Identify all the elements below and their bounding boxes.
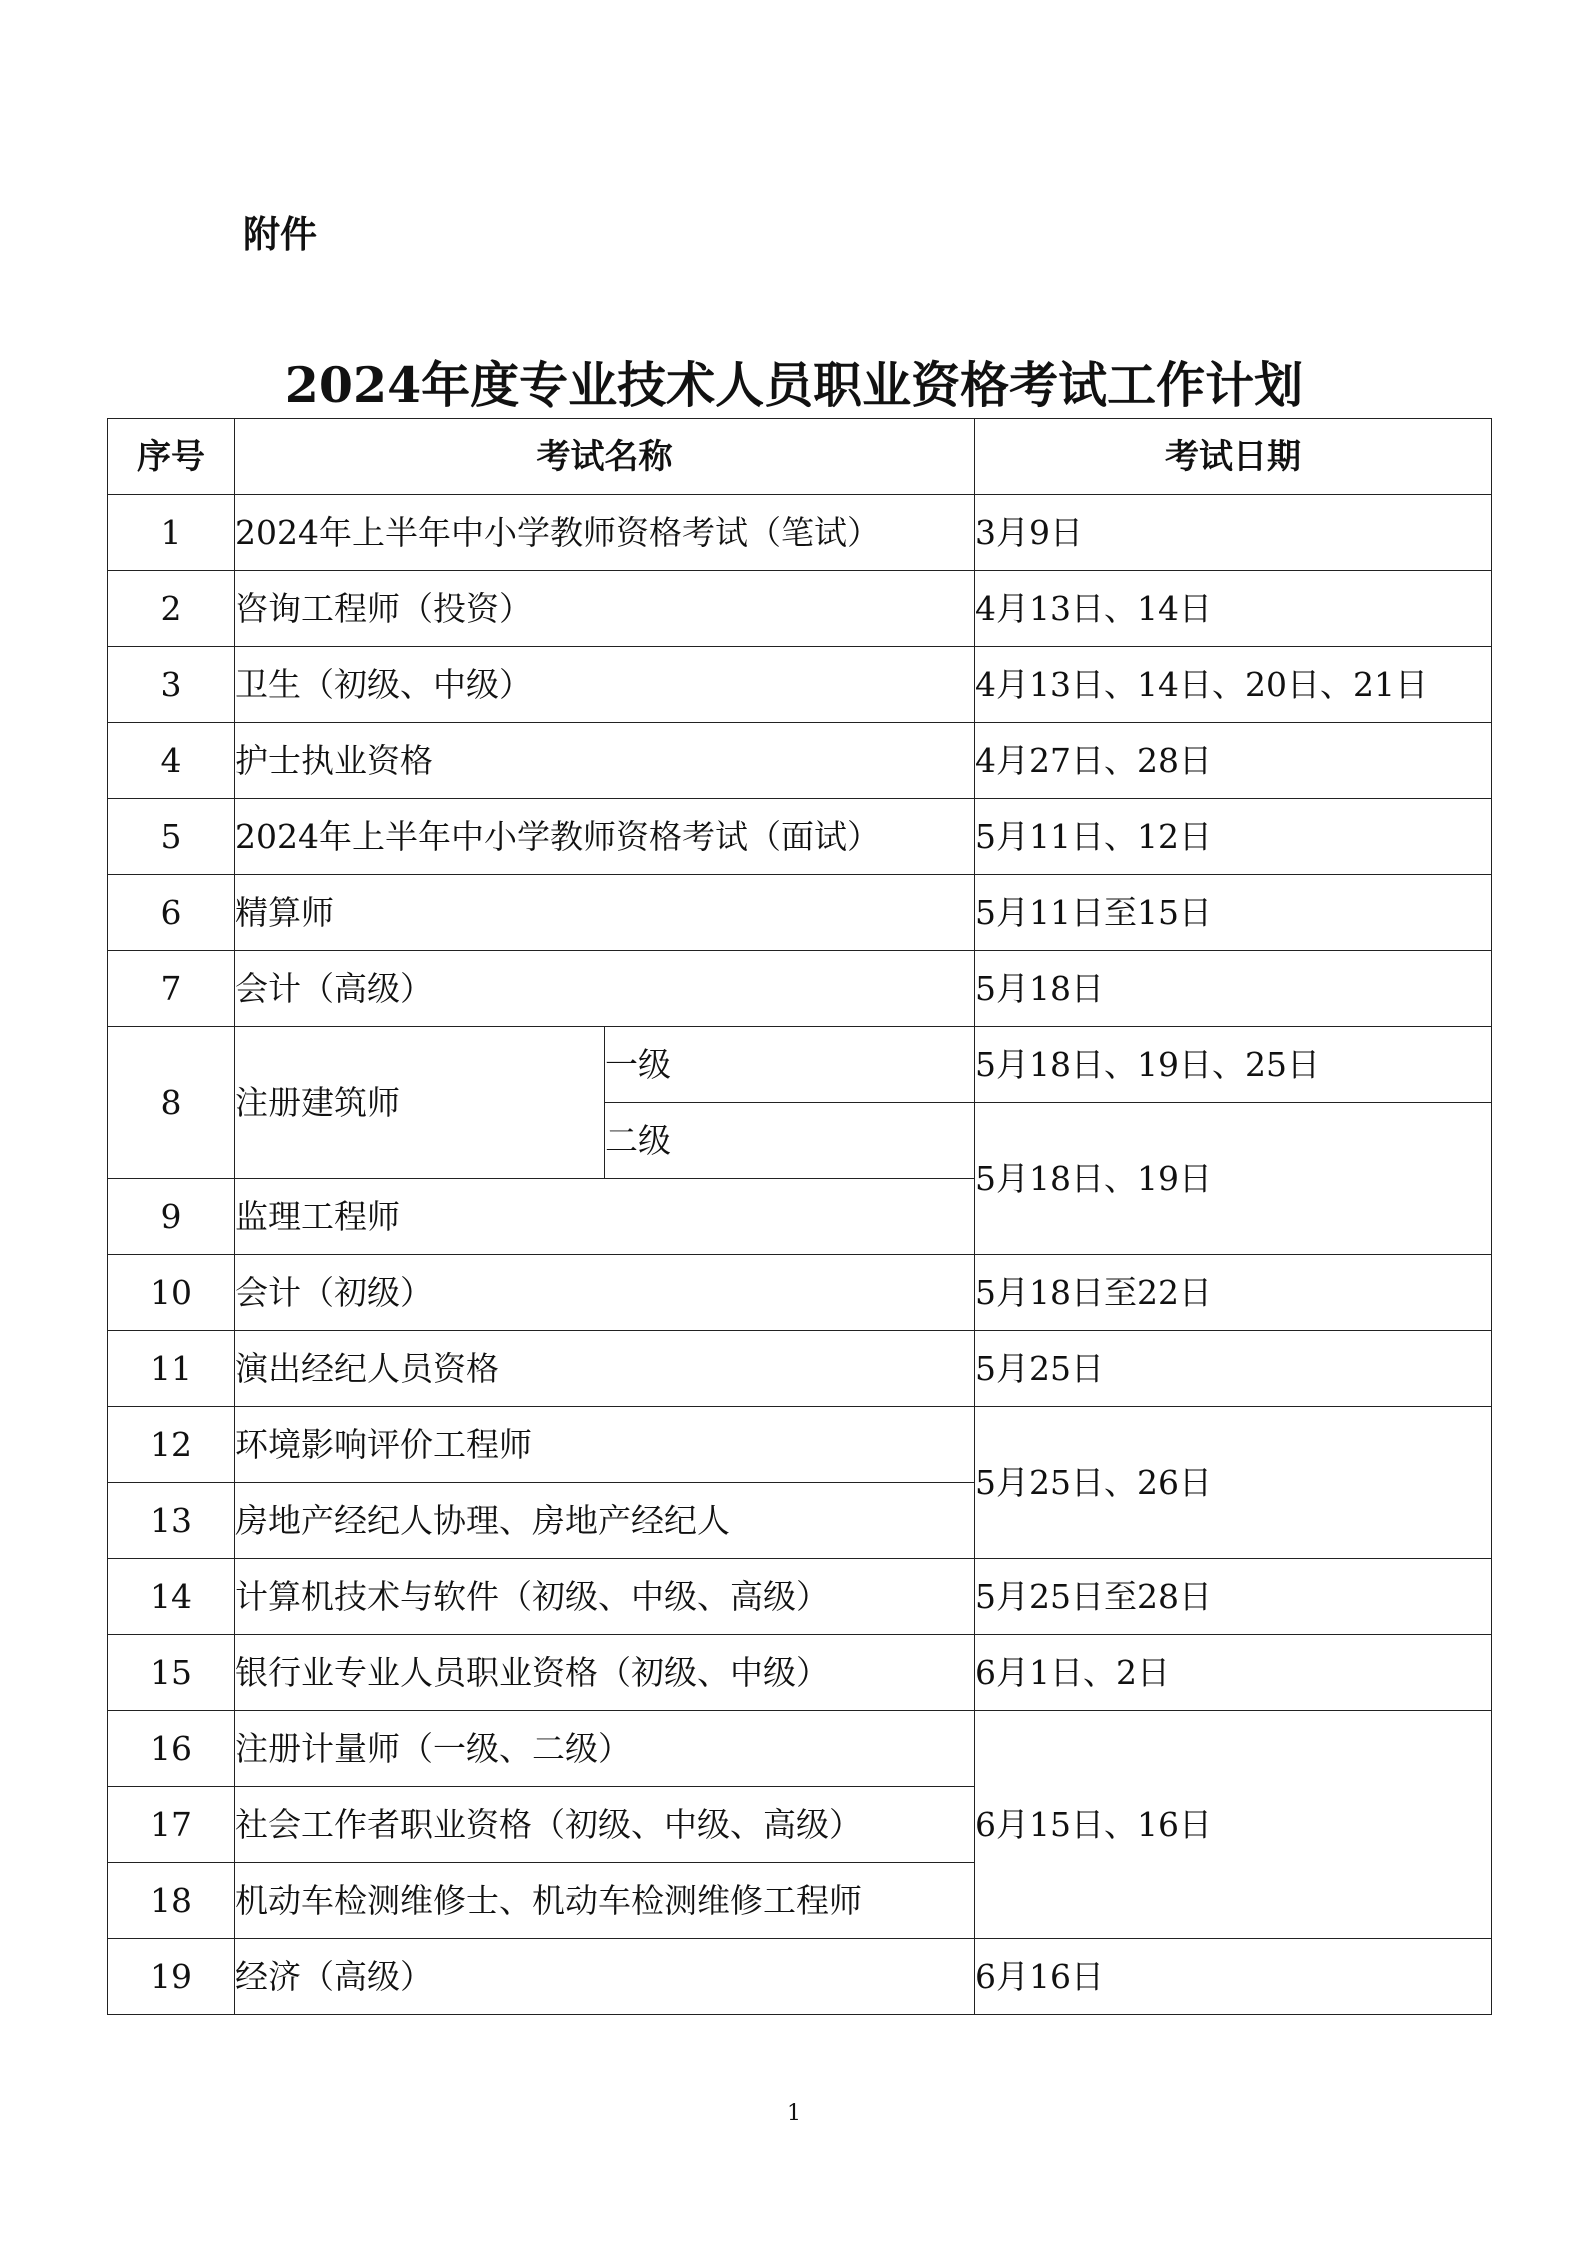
- row-index: 16: [108, 1711, 235, 1787]
- row-exam-date: 5月11日、12日: [975, 799, 1492, 875]
- table-row: [108, 723, 1492, 799]
- row-exam-date: 6月15日、16日: [975, 1711, 1492, 1939]
- row-exam-name: 社会工作者职业资格（初级、中级、高级）: [235, 1787, 975, 1863]
- row-exam-name: 机动车检测维修士、机动车检测维修工程师: [235, 1863, 975, 1939]
- row-exam-name: 注册计量师（一级、二级）: [235, 1711, 975, 1787]
- row-index: 14: [108, 1559, 235, 1635]
- table-row: [108, 1635, 1492, 1711]
- table-row: [108, 875, 1492, 951]
- row-exam-date: 3月9日: [975, 495, 1492, 571]
- row-exam-date: 5月25日: [975, 1331, 1492, 1407]
- row-exam-name: 监理工程师: [235, 1179, 975, 1255]
- table-row: [108, 799, 1492, 875]
- row-exam-date: 4月13日、14日、20日、21日: [975, 647, 1492, 723]
- row-index: 17: [108, 1787, 235, 1863]
- row-exam-name: 会计（初级）: [235, 1255, 975, 1331]
- row-exam-name: 计算机技术与软件（初级、中级、高级）: [235, 1559, 975, 1635]
- table-row: [108, 1939, 1492, 2015]
- row-index: 1: [108, 495, 235, 571]
- row-exam-date: 6月16日: [975, 1939, 1492, 2015]
- table-row: [108, 1559, 1492, 1635]
- row-exam-date: 5月18日、19日: [975, 1103, 1492, 1255]
- row-index: 5: [108, 799, 235, 875]
- row-exam-name: 注册建筑师: [235, 1027, 605, 1179]
- row-index: 7: [108, 951, 235, 1027]
- row-index: 19: [108, 1939, 235, 2015]
- page-number: 1: [787, 2101, 801, 2126]
- row-index: 18: [108, 1863, 235, 1939]
- row-exam-name: 卫生（初级、中级）: [235, 647, 975, 723]
- row-index: 12: [108, 1407, 235, 1483]
- page-title: 2024年度专业技术人员职业资格考试工作计划: [284, 356, 1304, 414]
- row-index: 2: [108, 571, 235, 647]
- row-exam-name: 会计（高级）: [235, 951, 975, 1027]
- row-index: 15: [108, 1635, 235, 1711]
- row-exam-date: 5月18日至22日: [975, 1255, 1492, 1331]
- row-index: 10: [108, 1255, 235, 1331]
- table-row: [108, 1255, 1492, 1331]
- attachment-label: 附件: [243, 213, 317, 256]
- exam-schedule-table: [107, 418, 1492, 2015]
- header-exam-date: 考试日期: [975, 419, 1492, 495]
- row-exam-level: 二级: [605, 1103, 975, 1179]
- header-index: 序号: [108, 419, 235, 495]
- table-row: [108, 647, 1492, 723]
- table-row: [108, 1407, 1492, 1483]
- table-row: [108, 495, 1492, 571]
- table-row: [108, 951, 1492, 1027]
- row-exam-date: 6月1日、2日: [975, 1635, 1492, 1711]
- table-row: [108, 1711, 1492, 1787]
- table-row: [108, 571, 1492, 647]
- row-index: 13: [108, 1483, 235, 1559]
- row-index: 6: [108, 875, 235, 951]
- table-row: [108, 1027, 1492, 1103]
- row-exam-date: 5月25日、26日: [975, 1407, 1492, 1559]
- header-exam-name: 考试名称: [235, 419, 975, 495]
- row-exam-name: 护士执业资格: [235, 723, 975, 799]
- row-exam-name: 演出经纪人员资格: [235, 1331, 975, 1407]
- row-exam-name: 房地产经纪人协理、房地产经纪人: [235, 1483, 975, 1559]
- row-index: 4: [108, 723, 235, 799]
- row-exam-name: 精算师: [235, 875, 975, 951]
- row-exam-name: 咨询工程师（投资）: [235, 571, 975, 647]
- table-row: [108, 1331, 1492, 1407]
- row-exam-name: 环境影响评价工程师: [235, 1407, 975, 1483]
- row-exam-name: 2024年上半年中小学教师资格考试（面试）: [235, 799, 975, 875]
- row-index: 3: [108, 647, 235, 723]
- row-exam-name: 银行业专业人员职业资格（初级、中级）: [235, 1635, 975, 1711]
- row-exam-date: 5月18日: [975, 951, 1492, 1027]
- row-exam-date: 5月18日、19日、25日: [975, 1027, 1492, 1103]
- row-exam-date: 4月27日、28日: [975, 723, 1492, 799]
- row-exam-date: 5月25日至28日: [975, 1559, 1492, 1635]
- row-exam-date: 4月13日、14日: [975, 571, 1492, 647]
- row-exam-date: 5月11日至15日: [975, 875, 1492, 951]
- row-index: 11: [108, 1331, 235, 1407]
- row-index: 8: [108, 1027, 235, 1179]
- row-index: 9: [108, 1179, 235, 1255]
- row-exam-level: 一级: [605, 1027, 975, 1103]
- row-exam-name: 2024年上半年中小学教师资格考试（笔试）: [235, 495, 975, 571]
- row-exam-name: 经济（高级）: [235, 1939, 975, 2015]
- table-header-row: [108, 419, 1492, 495]
